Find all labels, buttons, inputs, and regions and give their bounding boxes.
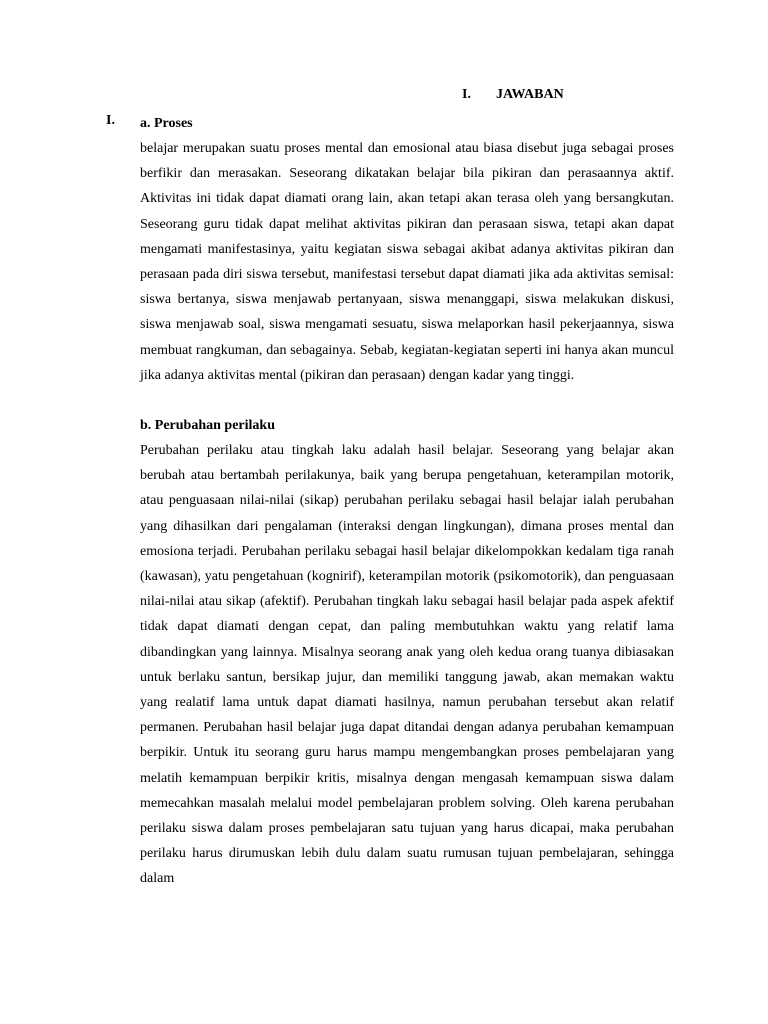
chapter-title: JAWABAN [496,87,564,102]
document-body [140,111,674,892]
section-a-paragraph: belajar merupakan suatu proses mental dan emosional atau biasa disebut juga sebagai proses berfikir dan merasakan. Seseorang dikatakan belajar bila pikiran dan perasaannya aktif. Aktivitas ini tidak dapat diamati orang lain, akan tetapi akan terasa oleh yang bersangkutan. Seseorang guru tidak dapat melihat aktivitas pikiran dan perasaan siswa, tetapi akan dapat mengamati manifestasinya, yaitu kegiatan siswa sebagai akibat adanya aktivitas pikiran dan perasaan pada diri siswa tersebut, manifestasi tersebut dapat diamati jika ada aktivitas semisal: siswa bertanya, siswa menjawab pertanyaan, siswa menanggapi, siswa melakukan diskusi, siswa menjawab soal, siswa mengamati sesuatu, siswa melaporkan hasil pekerjaannya, siswa membuat rangkuman, dan sebagainya. Sebab, kegiatan-kegiatan seperti ini hanya akan muncul jika adanya aktivitas mental (pikiran dan perasaan) dengan kadar yang tinggi. [140,141,674,383]
section-a-title: a. Proses [140,116,193,131]
chapter-heading [462,87,564,103]
section-b-paragraph: Perubahan perilaku atau tingkah laku adalah hasil belajar. Seseorang yang belajar akan berubah atau bertambah perilakunya, baik yang berupa pengetahuan, keterampilan motorik, atau penguasaan nilai-nilai (sikap) perubahan perilaku sebagai hasil belajar ialah perubahan yang dihasilkan dari pengalaman (interaksi dengan lingkungan), dimana proses mental dan emosiona terjadi. Perubahan perilaku sebagai hasil belajar dikelompokkan kedalam tiga ranah (kawasan), yatu pengetahuan (kognirif), keterampilan motorik (psikomotorik), dan penguasaan nilai-nilai atau sikap (afektif). Perubahan tingkah laku sebagai hasil belajar pada aspek afektif tidak dapat diamati dengan cepat, dan paling membutuhkan waktu yang relatif lama dibandingkan yang lainnya. Misalnya seorang anak yang oleh kedua orang tuanya dibiasakan untuk berlaku santun, bersikap jujur, dan memiliki tanggung jawab, akan memakan waktu yang realatif lama untuk dapat diamati hasilnya, namun perubahan tersebut akan relatif permanen. Perubahan hasil belajar juga dapat ditandai dengan adanya perubahan kemampuan berpikir. Untuk itu seorang guru harus mampu mengembangkan proses pembelajaran yang melatih kemampuan berpikir kritis, misalnya dengan mengasah kemampuan siswa dalam memecahkan masalah melalui model pembelajaran problem solving. Oleh karena perubahan perilaku siswa dalam proses pembelajaran satu tujuan yang harus dicapai, maka perubahan perilaku harus dirumuskan lebih dulu dalam suatu rumusan tujuan pembelajaran, sehingga dalam [140,443,674,887]
paragraph-gap [140,388,674,413]
section-b-title: b. Perubahan perilaku [140,418,275,434]
section-number: I. [106,113,115,128]
chapter-number: I. [462,87,471,102]
